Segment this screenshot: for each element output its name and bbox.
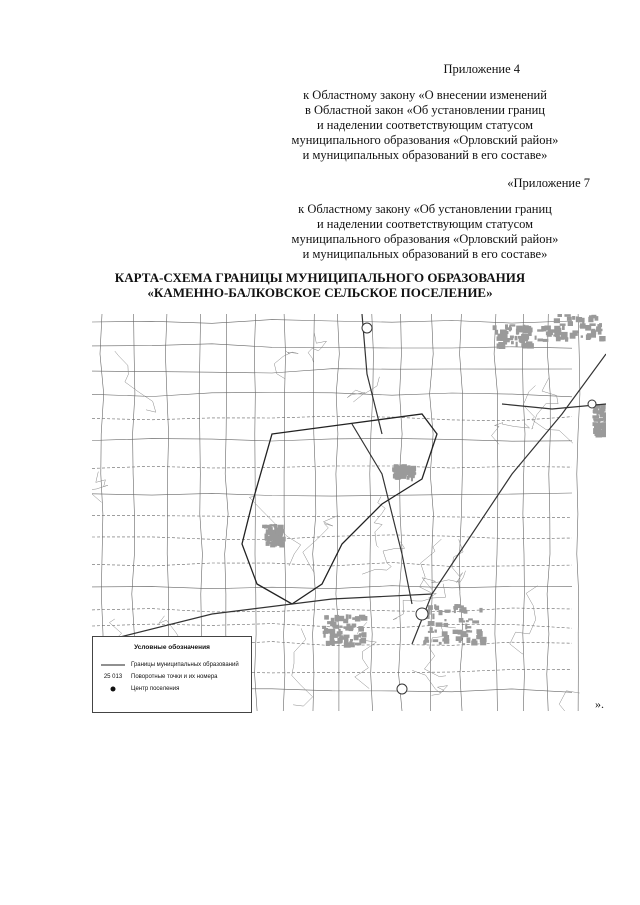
legend-title: Условные обозначения [134, 644, 210, 651]
map-title-line: «КАМЕННО-БАЛКОВСКОЕ СЕЛЬСКОЕ ПОСЕЛЕНИЕ» [147, 285, 493, 300]
appendix-7-heading: «Приложение 7 [507, 176, 590, 190]
legend-item-boundary [93, 661, 251, 671]
appendix-7-line: муниципального образования «Орловский район» [291, 232, 559, 246]
appendix-4-header [260, 62, 590, 163]
map-title-line: КАРТА-СХЕМА ГРАНИЦЫ МУНИЦИПАЛЬНОГО ОБРАЗОВАНИЯ [114, 270, 526, 285]
legend-symbol-text: 25 013 [103, 674, 123, 680]
map-roads [92, 314, 606, 644]
appendix-4-heading: Приложение 4 [443, 62, 520, 76]
appendix-7-line: к Областному закону «Об установлении границ [298, 202, 552, 216]
appendix-7-line: и наделении соответствующим статусом [316, 217, 534, 231]
appendix-4-line: и муниципальных образований в его составе» [302, 148, 548, 162]
appendix-4-line: к Областному закону «О внесении изменений [303, 88, 547, 102]
closing-quote: ». [595, 697, 604, 711]
legend-label: Центр поселения [131, 686, 180, 692]
legend-label: Границы муниципальных образований [131, 662, 239, 668]
appendix-4-line: в Областной закон «Об установлении границ [304, 103, 545, 117]
appendix-4-line: муниципального образования «Орловский район» [291, 133, 559, 147]
municipal-boundary [242, 414, 437, 604]
boundary-line-icon [101, 661, 125, 673]
appendix-7-header [260, 176, 590, 262]
appendix-7-line: и муниципальных образований в его составе» [302, 247, 548, 261]
legend-item-center [93, 685, 251, 695]
legend-item-turning-points [93, 673, 251, 683]
legend-label: Поворотные точки и их номера [131, 674, 218, 680]
map-title [0, 270, 640, 300]
appendix-4-line: и наделении соответствующим статусом [316, 118, 534, 132]
settlement-dot-icon [101, 685, 125, 697]
map-legend [92, 636, 252, 713]
